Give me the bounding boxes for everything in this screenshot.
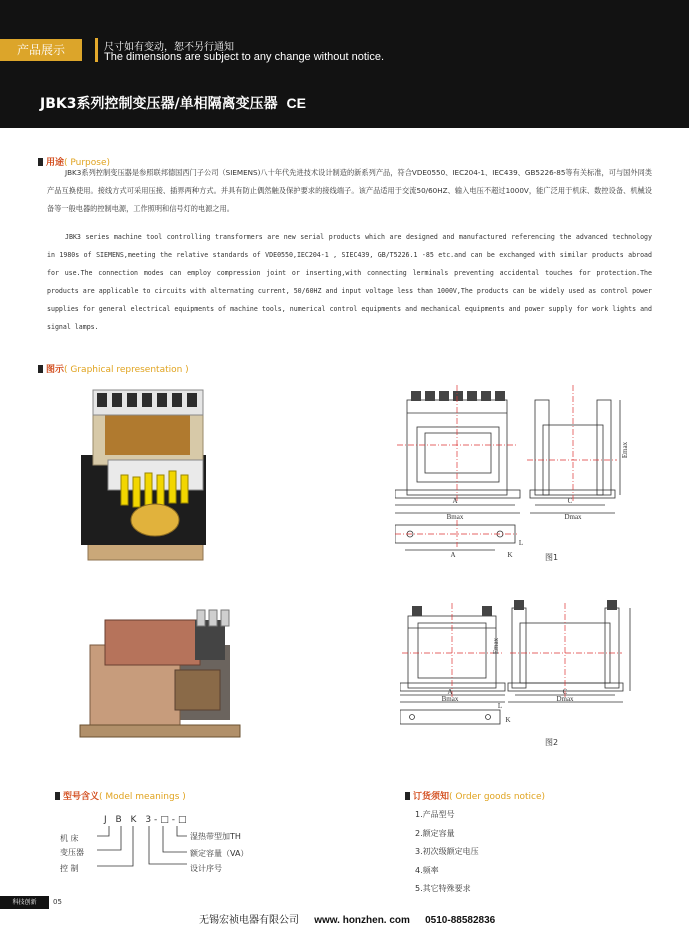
fig2-dim-Dmax: Dmax: [556, 695, 574, 703]
model-code: J B K 3-□-□: [104, 815, 190, 825]
order-heading-cn: 订货须知: [413, 792, 450, 802]
website-link[interactable]: www. honzhen. com: [314, 915, 410, 926]
order-item: 4.频率: [415, 865, 439, 875]
graphical-heading-cn: 图示: [46, 365, 65, 375]
fig1-dim-C: C: [567, 497, 573, 505]
purpose-heading-en: ( Purpose): [64, 158, 111, 168]
fig2-dim-Emax: Emax: [492, 637, 500, 655]
header-accent-bar: [95, 38, 98, 62]
purpose-text-cn: JBK3系列控制变压器是参照联邦德国西门子公司（SIEMENS)八十年代先进技术设计制造的新系列产品，符合VDE0550、IEC204-1、IEC439、GB5226-85等有关标准，可与国外同类产品互换使用。接线方式可采用压接、插界两种方式。并具有防止偶然触及保护要求的接线端子。该产品适用于交流50/60HZ、输入电压不超过1000V，能广泛用于机床、数控设备、机械设备等一般电器的控制电源，工作照明和信号灯的电源之用。: [47, 168, 652, 213]
order-item: 3.初次级额定电压: [415, 847, 479, 856]
notice-cn: 尺寸如有变动，恕不另行通知: [104, 42, 234, 53]
page-title: [40, 93, 306, 113]
section-tab: 产品展示: [0, 39, 82, 61]
order-item: 1.产品型号: [415, 810, 455, 819]
model-left-1: 机 床: [60, 834, 79, 843]
transformer-photo-2: [75, 600, 245, 745]
model-heading: [55, 789, 186, 802]
heading-marker: [405, 792, 410, 800]
graphical-heading-en: ( Graphical representation ): [64, 365, 189, 375]
fig2-dim-K: K: [505, 716, 511, 724]
order-heading-en: ( Order goods notice): [449, 792, 546, 802]
heading-marker: [55, 792, 60, 800]
footer-contact: [199, 911, 507, 926]
fig1-dim-A: A: [452, 497, 458, 505]
page-title-text: JBK3系列控制变压器/单相隔离变压器: [40, 96, 278, 112]
model-heading-en: ( Model meanings ): [99, 792, 186, 802]
heading-marker: [38, 158, 43, 166]
purpose-heading-cn: 用途: [46, 158, 65, 168]
figure-1-label: 图1: [545, 553, 559, 562]
model-left-3: 控 制: [60, 864, 79, 873]
phone-number: 0510-88582836: [425, 915, 496, 926]
fig1-dim-L: L: [518, 539, 524, 547]
dimension-drawing-fig1: [395, 385, 645, 565]
transformer-photo-1: [63, 385, 228, 570]
heading-marker: [38, 365, 43, 373]
purpose-text-en: JBK3 series machine tool controlling transformers are new serial products which are designed and manufactured referencing the advanced technology in 1980s of SIEMENS,meeting the relative standards of VDE0550,IEC204-1 , SIEC439, GB/T5226.1 -85 etc.and can be exchanged with similar products abroad for use.The connection modes can employ compression joint or inserting,with connecting lerminals preventing accidental touches for protection.The products are applicable to circuits with alternating current, 50/60HZ and input voltage less than 1000V,The products can be widely used as control power supplies for general electrical equipments of machine tools, numerical control equipments and mechanical equipments and power supply for work lights and signal lamps.: [47, 233, 652, 331]
model-right-2: 额定容量（VA）: [190, 849, 249, 858]
order-heading: [405, 789, 545, 802]
model-code-brackets: [95, 826, 190, 871]
fig1-dim-Bmax: Bmax: [446, 513, 464, 521]
footer-tab: 科技创新: [0, 896, 49, 909]
page-number: 05: [53, 898, 62, 906]
order-item: 2.额定容量: [415, 828, 455, 838]
model-right-1: 湿热带型加TH: [190, 832, 241, 841]
fig1-dim-A-base: A: [450, 551, 456, 559]
graphical-heading: [38, 362, 189, 375]
fig1-dim-K: K: [507, 551, 513, 559]
notice-en: The dimensions are subject to any change without notice.: [104, 51, 385, 63]
purpose-paragraph-cn: [47, 164, 652, 218]
ce-mark: CE: [286, 95, 306, 111]
figure-2-label: 图2: [545, 738, 559, 747]
order-item: 5.其它特殊要求: [415, 884, 471, 893]
purpose-paragraph-en: [47, 228, 652, 336]
model-heading-cn: 型号含义: [63, 792, 100, 802]
dimension-drawing-fig2: [400, 598, 650, 733]
fig2-dim-A: A: [447, 688, 453, 696]
order-list: [415, 806, 479, 899]
fig1-dim-Emax: Emax: [621, 441, 629, 459]
model-left-2: 变压器: [60, 848, 84, 857]
fig1-dim-Dmax: Dmax: [564, 513, 582, 521]
fig2-dim-Bmax: Bmax: [441, 695, 459, 703]
fig2-dim-L: L: [497, 702, 503, 710]
model-right-3: 设计序号: [190, 864, 222, 873]
company-name: 无锡宏祯电器有限公司: [199, 915, 299, 926]
fig2-dim-C: C: [562, 688, 568, 696]
